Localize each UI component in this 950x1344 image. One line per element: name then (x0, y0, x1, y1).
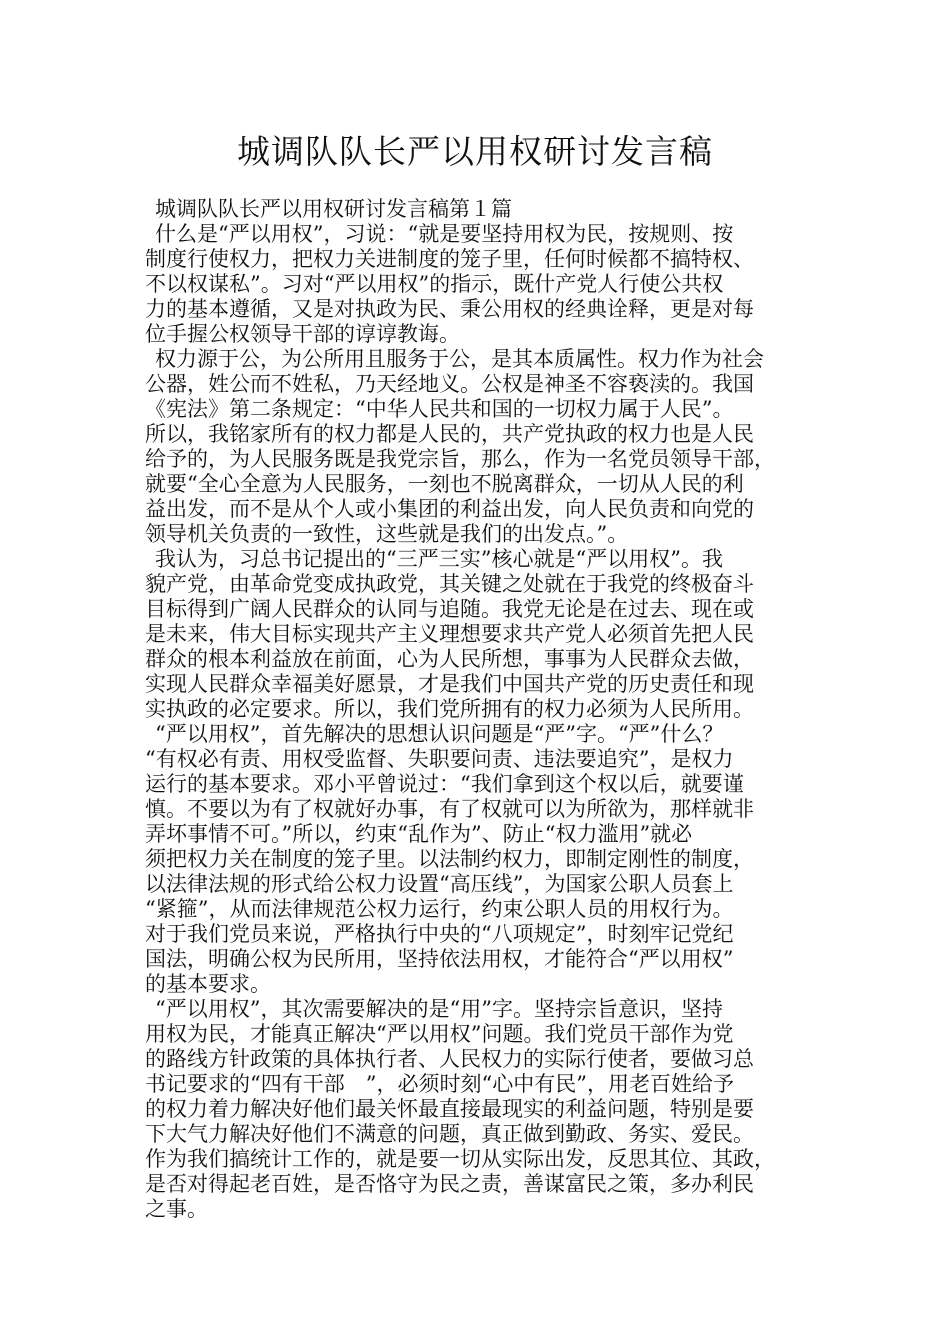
text-line: 的路线方针政策的具体执行者、人民权力的实际行使者，要做习总 (145, 1047, 754, 1071)
text-line: “严以用权”，其次需要解决的是“用”字。坚持宗旨意识，坚持 (155, 997, 723, 1021)
text-line: “紧箍”，从而法律规范公权力运行，约束公职人员的用权行为。 (145, 897, 734, 921)
text-line: 目标得到广阔人民群众的认同与追随。我党无论是在过去、现在或 (145, 597, 754, 621)
text-line: 国法，明确公权为民所用，坚持依法用权，才能符合“严以用权” (145, 947, 734, 971)
text-line: 是否对得起老百姓，是否恪守为民之责，善谋富民之策，多办利民 (145, 1172, 754, 1196)
text-line: 的权力着力解决好他们最关怀最直接最现实的利益问题，特别是要 (145, 1097, 754, 1121)
text-line: 貌产党，由革命党变成执政党，其关键之处就在于我党的终极奋斗 (145, 572, 754, 596)
text-line: 权力源于公，为公所用且服务于公，是其本质属性。权力作为社会 (155, 347, 764, 371)
text-line: 对于我们党员来说，严格执行中央的“八项规定”，时刻牢记党纪 (145, 922, 734, 946)
text-line: 实执政的必定要求。所以，我们党所拥有的权力必须为人民所用。 (145, 697, 754, 721)
document-title: 城调队队长严以用权研讨发言稿 (237, 132, 713, 171)
text-line: 的基本要求。 (145, 972, 271, 996)
text-line: 城调队队长严以用权研讨发言稿第１篇 (155, 197, 512, 221)
text-line: 弄坏事情不可。”所以，约束“乱作为”、防止“权力滥用”就必 (145, 822, 693, 846)
text-line: 以法律法规的形式给公权力设置“高压线”，为国家公职人员套上 (145, 872, 734, 896)
text-line: 慎。不要以为有了权就好办事，有了权就可以为所欲为，那样就非 (145, 797, 754, 821)
text-line: 领导机关负责的一致性，这些就是我们的出发点。”。 (145, 522, 629, 546)
text-line: “严以用权”，首先解决的思想认识问题是“严”字。“严”什么？ (155, 722, 724, 746)
text-line: 《宪法》第二条规定：“中华人民共和国的一切权力属于人民”。 (145, 397, 734, 421)
text-line: 之事。 (145, 1197, 208, 1221)
text-line: 位手握公权领导干部的谆谆教诲。 (145, 322, 460, 346)
text-line: 我认为，习总书记提出的“三严三实”核心就是“严以用权”。我 (155, 547, 723, 571)
text-line: 制度行使权力，把权力关进制度的笼子里，任何时候都不搞特权、 (145, 247, 754, 271)
text-line: 须把权力关在制度的笼子里。以法制约权力，即制定刚性的制度， (145, 847, 754, 871)
text-line: 书记要求的“四有干部 ”，必须时刻“心中有民”，用老百姓给予 (145, 1072, 734, 1096)
text-line: 所以，我铭家所有的权力都是人民的，共产党执政的权力也是人民 (145, 422, 754, 446)
text-line: 下大气力解决好他们不满意的问题，真正做到勤政、务实、爱民。 (145, 1122, 754, 1146)
text-line: 作为我们搞统计工作的，就是要一切从实际出发，反思其位、其政， (145, 1147, 775, 1171)
text-line: “有权必有责、用权受监督、失职要问责、违法要追究”，是权力 (145, 747, 734, 771)
text-line: 就要“全心全意为人民服务，一刻也不脱离群众，一切从人民的利 (145, 472, 744, 496)
text-line: 不以权谋私”。习对“严以用权”的指示，既什产党人行使公共权 (145, 272, 724, 296)
text-line: 公器，姓公而不姓私，乃天经地义。公权是神圣不容亵渎的。我国 (145, 372, 754, 396)
text-line: 实现人民群众幸福美好愿景，才是我们中国共产党的历史责任和现 (145, 672, 754, 696)
text-line: 运行的基本要求。邓小平曾说过：“我们拿到这个权以后，就要谨 (145, 772, 744, 796)
text-line: 群众的根本利益放在前面，心为人民所想，事事为人民群众去做， (145, 647, 754, 671)
text-line: 给予的，为人民服务既是我党宗旨，那么，作为一名党员领导干部， (145, 447, 775, 471)
document-body (145, 197, 825, 1222)
text-line: 力的基本遵循，又是对执政为民、秉公用权的经典诠释，更是对每 (145, 297, 754, 321)
text-line: 什么是“严以用权”，习说：“就是要坚持用权为民，按规则、按 (155, 222, 734, 246)
text-line: 是未来，伟大目标实现共产主义理想要求共产党人必须首先把人民 (145, 622, 754, 646)
text-line: 用权为民，才能真正解决“严以用权”问题。我们党员干部作为党 (145, 1022, 734, 1046)
text-line: 益出发，而不是从个人或小集团的利益出发，向人民负责和向党的 (145, 497, 754, 521)
